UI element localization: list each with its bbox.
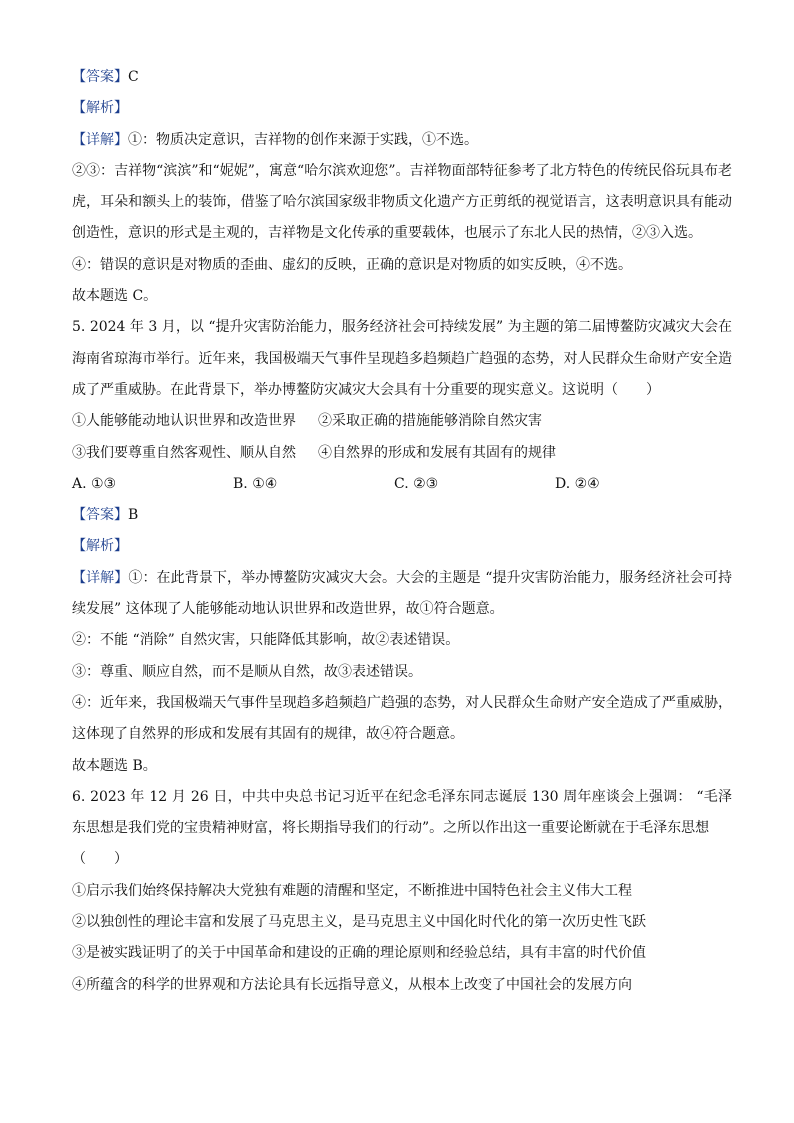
detail-tag: 【详解】 — [72, 131, 128, 148]
q5-detail-paragraph-4: ④：近年来，我国极端天气事件呈现趋多趋频趋广趋强的态势，对人民群众生命财产安全造成了严重威胁，这体现了自然界的形成和发展有其固有的规律，故④符合题意。 — [72, 694, 732, 743]
statement-item: ③我们要尊重自然客观性、顺从自然 — [72, 444, 296, 461]
q5-statements-row-2 — [72, 438, 732, 469]
q5-analysis-line — [72, 531, 732, 562]
statement-item: ①人能够能动地认识世界和改造世界 — [72, 413, 296, 430]
q6-statement-4: ④所蕴含的科学的世界观和方法论具有长远指导意义，从根本上改变了中国社会的发展方向 — [72, 976, 632, 993]
q6-statement-3: ③是被实践证明了的关于中国革命和建设的正确的理论原则和经验总结，具有丰富的时代价值 — [72, 945, 646, 962]
statement-item: ②采取正确的措施能够消除自然灾害 — [318, 413, 542, 430]
analysis-tag: 【解析】 — [72, 100, 128, 117]
q5-detail-line-3: ③：尊重、顺应自然，而不是顺从自然，故③表述错误。 — [72, 663, 422, 680]
answer-value: C — [128, 69, 139, 85]
q4-detail-paragraph-2: ②③：吉祥物“滨滨”和“妮妮”，寓意“哈尔滨欢迎您”。吉祥物面部特征参考了北方特色的传统民俗玩具布老虎，耳朵和额头上的装饰，借鉴了哈尔滨国家级非物质文化遗产方正剪纸的视觉语言，这表明意识具有能动创造性，意识的形式是主观的，吉祥物是文化传承的重要载体，也展示了东北人民的热情，②③入选。 — [72, 162, 732, 242]
q4-answer-line — [72, 62, 732, 93]
answer-tag: 【答案】 — [72, 69, 128, 85]
detail-tag: 【详解】 — [72, 569, 129, 586]
q5-conclusion: 故本题选 B。 — [72, 757, 157, 774]
choice-b: B. ①④ — [233, 475, 278, 492]
q4-detail-line-4: ④：错误的意识是对物质的歪曲、虚幻的反映，正确的意识是对物质的如实反映，④不选。 — [72, 256, 632, 273]
detail-text: ①：在此背景下，举办博鳌防灾减灾大会。大会的主题是 “提升灾害防治能力，服务经济社会可持续发展” 这体现了人能够能动地认识世界和改造世界，故①符合题意。 — [72, 569, 732, 618]
answer-tag: 【答案】 — [72, 507, 128, 524]
q4-analysis-line — [72, 93, 732, 124]
q5-answer-line — [72, 500, 732, 531]
analysis-tag: 【解析】 — [72, 538, 128, 555]
q5-stem: 5. 2024 年 3 月，以 “提升灾害防治能力，服务经济社会可持续发展” 为主题的第二届博鳌防灾减灾大会在海南省琼海市举行。近年来，我国极端天气事件呈现趋多趋频趋广趋强的态势，对人民群众生命财产安全造成了严重威胁。在此背景下，举办博鳌防灾减灾大会具有十分重要的现实意义。这说明（ ） — [72, 319, 732, 398]
q6-statement-2: ②以独创性的理论丰富和发展了马克思主义，是马克思主义中国化时代化的第一次历史性飞跃 — [72, 914, 646, 931]
q4-conclusion: 故本题选 C。 — [72, 288, 158, 305]
q4-detail-line-1 — [72, 125, 732, 156]
q6-statement-1: ①启示我们始终保持解决大党独有难题的清醒和坚定，不断推进中国特色社会主义伟大工程 — [72, 882, 632, 899]
detail-text: ①：物质决定意识，吉祥物的创作来源于实践，①不选。 — [128, 131, 478, 148]
q5-detail-paragraph-1 — [72, 563, 732, 626]
q5-choices-row — [72, 469, 732, 500]
q5-statements-row-1 — [72, 406, 732, 437]
choice-a: A. ①③ — [72, 475, 117, 492]
q6-blank: （ ） — [72, 851, 128, 868]
q6-stem: 6. 2023 年 12 月 26 日，中共中央总书记习近平在纪念毛泽东同志诞辰 130 周年座谈会上强调： “毛泽东思想是我们党的宝贵精神财富，将长期指导我们的行动”。之所以作出这一重要论断就在于毛泽东思想 — [72, 788, 732, 837]
choice-c: C. ②③ — [394, 475, 439, 492]
document-page — [72, 62, 732, 1001]
answer-value: B — [128, 507, 139, 524]
q5-detail-line-2: ②：不能 “消除” 自然灾害，只能降低其影响，故②表述错误。 — [72, 632, 460, 649]
statement-item: ④自然界的形成和发展有其固有的规律 — [318, 444, 556, 461]
choice-d: D. ②④ — [555, 475, 600, 492]
